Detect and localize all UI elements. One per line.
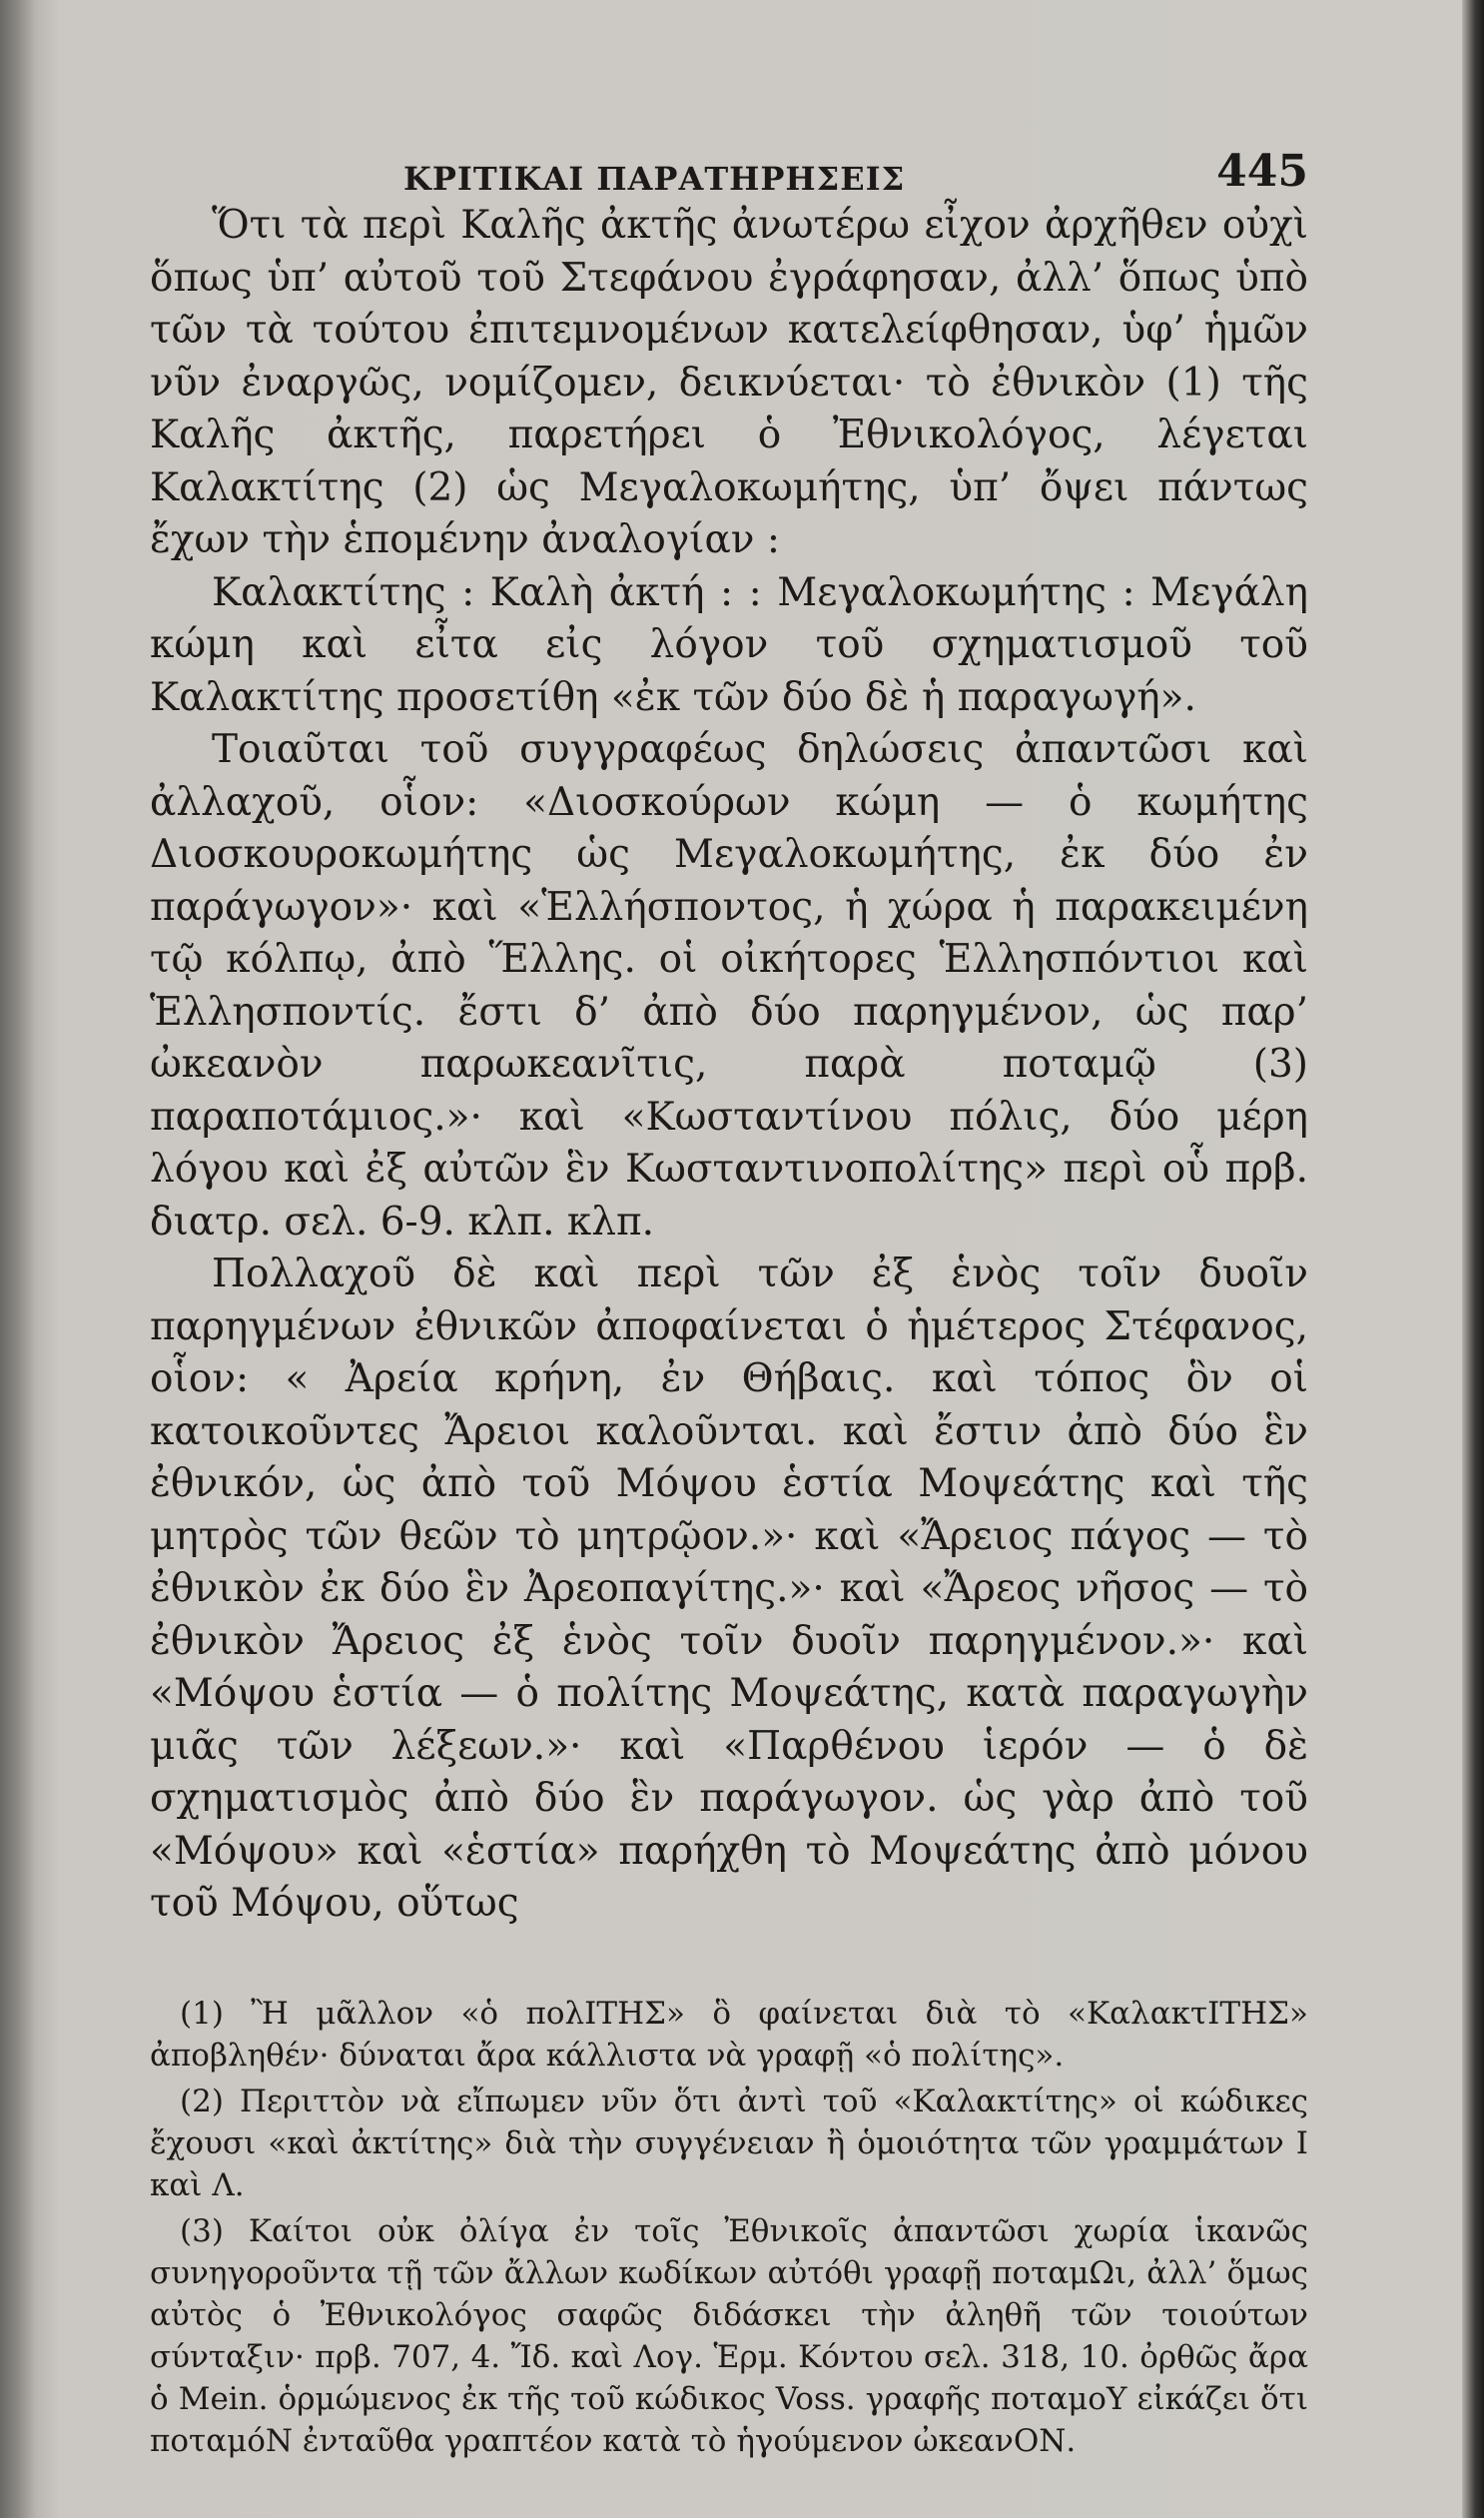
footnote-3: (3) Καίτοι οὐκ ὀλίγα ἐν τοῖς Ἐθνικοῖς ἀπαντῶσι χωρία ἱκανῶς συνηγοροῦντα τῇ τῶν ἄλλων κωδίκων αὐτόθι γραφῇ ποταμΩι, ἀλλ’ ὅμως αὐτὸς ὁ Ἐθνικολόγος σαφῶς διδάσκει τὴν ἀληθῆ τῶν τοιούτων σύνταξιν· πρβ. 707, 4. Ἴδ. καὶ Λογ. Ἑρμ. Κόντου σελ. 318, 10. ὀρθῶς ἄρα ὁ Mein. ὁρμώμενος ἐκ τῆς τοῦ κώδικος Voss. γραφῆς ποταμοΥ εἰκάζει ὅτι ποταμόΝ ἐνταῦθα γραπτέον κατὰ τὸ ἡγούμενον ὠκεανΟΝ. <box>150 2212 1308 2459</box>
footnotes <box>150 1993 1308 2462</box>
main-text <box>150 200 1308 1931</box>
footnote-2: (2) Περιττὸν νὰ εἴπωμεν νῦν ὅτι ἀντὶ τοῦ «Καλακτίτης» οἱ κώδικες ἔχουσι «καὶ ἀκτίτης» διὰ τὴν συγγένειαν ἢ ὁμοιότητα τῶν γραμμάτων Ι καὶ Λ. <box>150 2083 1308 2203</box>
page-number: 445 <box>1216 146 1308 197</box>
paragraph-1: Ὅτι τὰ περὶ Καλῆς ἀκτῆς ἀνωτέρω εἶχον ἀρχῆθεν οὐχὶ ὅπως ὑπ’ αὐτοῦ τοῦ Στεφάνου ἐγράφησαν, ἀλλ’ ὅπως ὑπὸ τῶν τὰ τούτου ἐπιτεμνομένων κατελείφθησαν, ὑφ’ ἡμῶν νῦν ἐναργῶς, νομίζομεν, δεικνύεται· τὸ ἐθνικὸν (1) τῆς Καλῆς ἀκτῆς, παρετήρει ὁ Ἐθνικολόγος, λέγεται Καλακτίτης (2) ὡς Μεγαλοκωμήτης, ὑπ’ ὄψει πάντως ἔχων τὴν ἑπομένην ἀναλογίαν : <box>150 203 1308 562</box>
footnote-1: (1) Ἢ μᾶλλον «ὁ πολΙΤΗΣ» ὃ φαίνεται διὰ τὸ «ΚαλακτΙΤΗΣ» ἀποβληθέν· δύναται ἄρα κάλλιστα νὰ γραφῇ «ὁ πολίτης». <box>150 1995 1308 2074</box>
running-title: ΚΡΙΤΙΚΑΙ ΠΑΡΑΤΗΡΗΣΕΙΣ <box>403 160 906 198</box>
paragraph-2: Καλακτίτης : Καλὴ ἀκτή : : Μεγαλοκωμήτης : Μεγάλη κώμη καὶ εἶτα εἰς λόγον τοῦ σχηματισμοῦ τοῦ Καλακτίτης προσετίθη «ἐκ τῶν δύο δὲ ἡ παραγωγή». <box>150 569 1308 720</box>
paragraph-3: Τοιαῦται τοῦ συγγραφέως δηλώσεις ἀπαντῶσι καὶ ἀλλαχοῦ, οἷον: «Διοσκούρων κώμη — ὁ κωμήτης Διοσκουροκωμήτης ὡς Μεγαλοκωμήτης, ἐκ δύο ἐν παράγωγον»· καὶ «Ἑλλήσποντος, ἡ χώρα ἡ παρακειμένη τῷ κόλπῳ, ἀπὸ Ἕλλης. οἱ οἰκήτορες Ἑλλησπόντιοι καὶ Ἑλλησποντίς. ἔστι δ’ ἀπὸ δύο παρηγμένον, ὡς παρ’ ὠκεανὸν παρωκεανῖτις, παρὰ ποταμῷ (3) παραποτάμιος.»· καὶ «Κωσταντίνου πόλις, δύο μέρη λόγου καὶ ἐξ αὐτῶν ἓν Κωσταντινοπολίτης» περὶ οὗ πρβ. διατρ. σελ. 6-9. κλπ. κλπ. <box>150 727 1308 1245</box>
page-header <box>150 120 1308 200</box>
page-content <box>150 120 1308 2462</box>
page-edge-shadow <box>1462 0 1484 2518</box>
paragraph-4: Πολλαχοῦ δὲ καὶ περὶ τῶν ἐξ ἑνὸς τοῖν δυοῖν παρηγμένων ἐθνικῶν ἀποφαίνεται ὁ ἡμέτερος Στέφανος, οἷον: « Ἀρεία κρήνη, ἐν Θήβαις. καὶ τόπος ὃν οἱ κατοικοῦντες Ἄρειοι καλοῦνται. καὶ ἔστιν ἀπὸ δύο ἓν ἐθνικόν, ὡς ἀπὸ τοῦ Μόψου ἑστία Μοψεάτης καὶ τῆς μητρὸς τῶν θεῶν τὸ μητρῷον.»· καὶ «Ἄρειος πάγος — τὸ ἐθνικὸν ἐκ δύο ἓν Ἀρεοπαγίτης.»· καὶ «Ἄρεος νῆσος — τὸ ἐθνικὸν Ἄρειος ἐξ ἑνὸς τοῖν δυοῖν παρηγμένον.»· καὶ «Μόψου ἑστία — ὁ πολίτης Μοψεάτης, κατὰ παραγωγὴν μιᾶς τῶν λέξεων.»· καὶ «Παρθένου ἱερόν — ὁ δὲ σχηματισμὸς ἀπὸ δύο ἓν παράγωγον. ὡς γὰρ ἀπὸ τοῦ «Μόψου» καὶ «ἑστία» παρήχθη τὸ Μοψεάτης ἀπὸ μόνου τοῦ Μόψου, οὕτως <box>150 1252 1308 1926</box>
